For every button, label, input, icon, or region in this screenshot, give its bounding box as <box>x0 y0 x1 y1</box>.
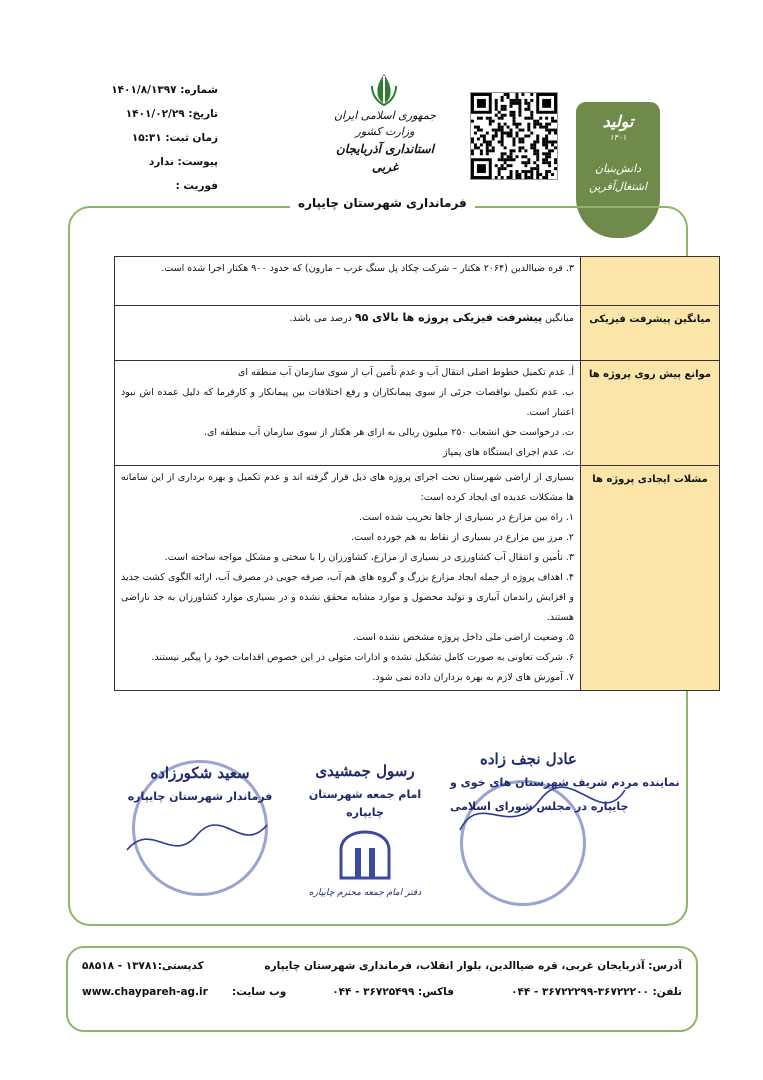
country-title: جمهوری اسلامی ایران <box>333 109 437 122</box>
list-item: ۵. وضعیت اراضی ملی داخل پروژه مشخص نشده است. <box>352 632 574 643</box>
attach-value: ندارد <box>148 156 174 168</box>
mp-name: عادل نجف زاده <box>480 750 577 768</box>
progress-post: درصد می باشد. <box>289 313 352 324</box>
table-row <box>115 361 720 466</box>
badge-year: ۱۴۰۱ <box>609 133 627 142</box>
mp-role-1: نماینده مردم شریف شهرستان های خوی و <box>450 776 680 789</box>
time-value: ۱۵:۳۱ <box>131 132 162 144</box>
signature-governor <box>112 740 288 918</box>
footer-fax: فاکس: ۳۶۷۲۵۴۹۹ - ۰۴۴ <box>332 986 454 998</box>
number-label: شماره: <box>180 84 218 96</box>
ministry-titles <box>330 108 440 176</box>
iran-emblem-icon <box>366 72 402 108</box>
problems-label: مشلات ایجادی پروژه ها <box>581 466 720 691</box>
table-row <box>115 306 720 361</box>
badge-line1: دانش‌بنیان <box>594 162 642 175</box>
signature-scribble-icon <box>122 810 272 870</box>
date-value: ۱۴۰۱/۰۲/۲۹ <box>125 108 185 120</box>
obstacles-cell <box>115 361 581 466</box>
progress-value: پیشرفت فیزیکی پروژه ها بالای ۹۵ <box>354 311 543 324</box>
list-item: ۶. شرکت تعاونی به صورت کامل تشکیل نشده و ادارات متولی در این خصوص اقدامات خود را پیگیر نیستند. <box>151 652 574 663</box>
governor-name: سعید شکورزاده <box>150 764 250 782</box>
imam-office-emblem-icon <box>333 828 397 884</box>
date-row <box>108 102 218 126</box>
problems-cell <box>115 466 581 691</box>
top-row-cell <box>115 257 581 306</box>
problems-intro: بسیاری از اراضی شهرستان تحت اجرای پروژه های ذیل قرار گرفته اند و عدم تکمیل و بهره برداری از این سامانه ها مشکلات عدیده ای ایجاد کرده است: <box>121 472 574 503</box>
time-row <box>108 126 218 150</box>
list-item: ۲. مرز بین مزارع در بسیاری از نقاط به هم خورده است. <box>351 532 574 543</box>
imam-stamp-text: دفتر امام جمعه محترم چایپاره <box>308 888 422 898</box>
ministry-title: وزارت کشور <box>355 125 415 138</box>
list-item: ۴. اهداف پروژه از جمله ایجاد مزارع بزرگ و گروه های هم آب، صرفه جویی در مصرف آب، ارائه الگوی کشت جدید و افزایش راندمان آبیاری و تولید محصول و موارد مشابه محقق نشده و در بسیاری موارد کشاورزان به جد ناراضی هستند. <box>121 572 574 623</box>
footer-website-link[interactable]: www.chaypareh-ag.ir <box>82 986 208 998</box>
qr-code-icon <box>470 92 558 180</box>
list-item: ت. درخواست حق انشعاب ۲۵۰ میلیون ریالی به ازای هر هکتار از سوی سازمان آب منطقه ای. <box>203 427 574 438</box>
report-table <box>114 256 720 691</box>
list-item: أ. عدم تکمیل خطوط اصلی انتقال آب و عدم تأمین آب از سوی سازمان آب منطقه ای <box>237 367 574 378</box>
signature-mp <box>450 740 700 918</box>
number-row <box>108 78 218 102</box>
signature-imam <box>290 740 440 918</box>
urgency-row <box>108 174 218 198</box>
list-item: ۳. تأمین و انتقال آب کشاورزی در بسیاری از مزارع، کشاورزان را با سختی و مشکل مواجه ساخته است. <box>164 552 574 563</box>
top-row-text: ۳. قره ضیاالدین (۲۰۶۴ هکتار – شرکت چکاد پل سنگ غرب – مارون) که حدود ۹۰۰ هکتار اجرا شده است. <box>161 263 574 274</box>
imam-role: امام جمعه شهرستان چایپاره <box>308 788 422 819</box>
province-title: استانداری آذربایجان غربی <box>335 142 435 174</box>
attach-label: پیوست: <box>177 156 218 168</box>
imam-name: رسول جمشیدی <box>315 762 415 780</box>
footer-address: آدرس: آذربایجان غربی، قره ضیاالدین، بلوار انقلاب، فرمانداری شهرستان چایپاره <box>264 960 682 972</box>
footer-site-label: وب سایت: <box>232 986 287 998</box>
footer-postal: کدپستی:۱۳۷۸۱ - ۵۸۵۱۸ <box>82 960 204 972</box>
progress-cell <box>115 306 581 361</box>
letter-footer <box>66 946 698 1032</box>
list-item: ۷. آموزش های لازم به بهره برداران داده نمی شود. <box>372 672 574 683</box>
date-label: تاریخ: <box>188 108 218 120</box>
badge-line2: اشتغال‌آفرین <box>588 180 648 193</box>
mp-role-2: چایپاره در مجلس شورای اسلامی <box>450 800 629 813</box>
list-item: ۱. راه بین مزارع در بسیاری از جاها تخریب شده است. <box>359 512 574 523</box>
empty-label-cell <box>581 257 720 306</box>
number-value: ۱۴۰۱/۸/۱۳۹۷ <box>111 84 177 96</box>
badge-title: تولید <box>602 112 634 131</box>
list-item: ث. عدم اجرای ایستگاه های پمپاژ <box>443 447 574 458</box>
office-title: فرمانداری شهرستان چایپاره <box>290 196 475 210</box>
obstacles-label: موانع پیش روی پروژه ها <box>581 361 720 466</box>
governor-role: فرماندار شهرستان چایپاره <box>127 790 273 803</box>
list-item: ب. عدم تکمیل نواقصات جزئی از سوی پیمانکاران و رفع اختلافات بین پیمانکار و کارفرما که دلیل عمده اش نبود اعتبار است. <box>121 387 574 418</box>
table-row <box>115 466 720 691</box>
mp-signature-scribble-icon <box>450 770 630 850</box>
footer-phone: تلفن: ۳۶۷۲۲۲۰۰-۳۶۷۲۲۲۹۹ - ۰۴۴ <box>511 986 682 998</box>
urgency-label: فوریت : <box>175 180 218 192</box>
attach-row <box>108 150 218 174</box>
time-label: زمان ثبت: <box>165 132 218 144</box>
progress-label: میانگین پیشرفت فیزیکی <box>581 306 720 361</box>
table-row <box>115 257 720 306</box>
progress-pre: میانگین <box>545 313 574 324</box>
letter-meta <box>108 78 218 198</box>
